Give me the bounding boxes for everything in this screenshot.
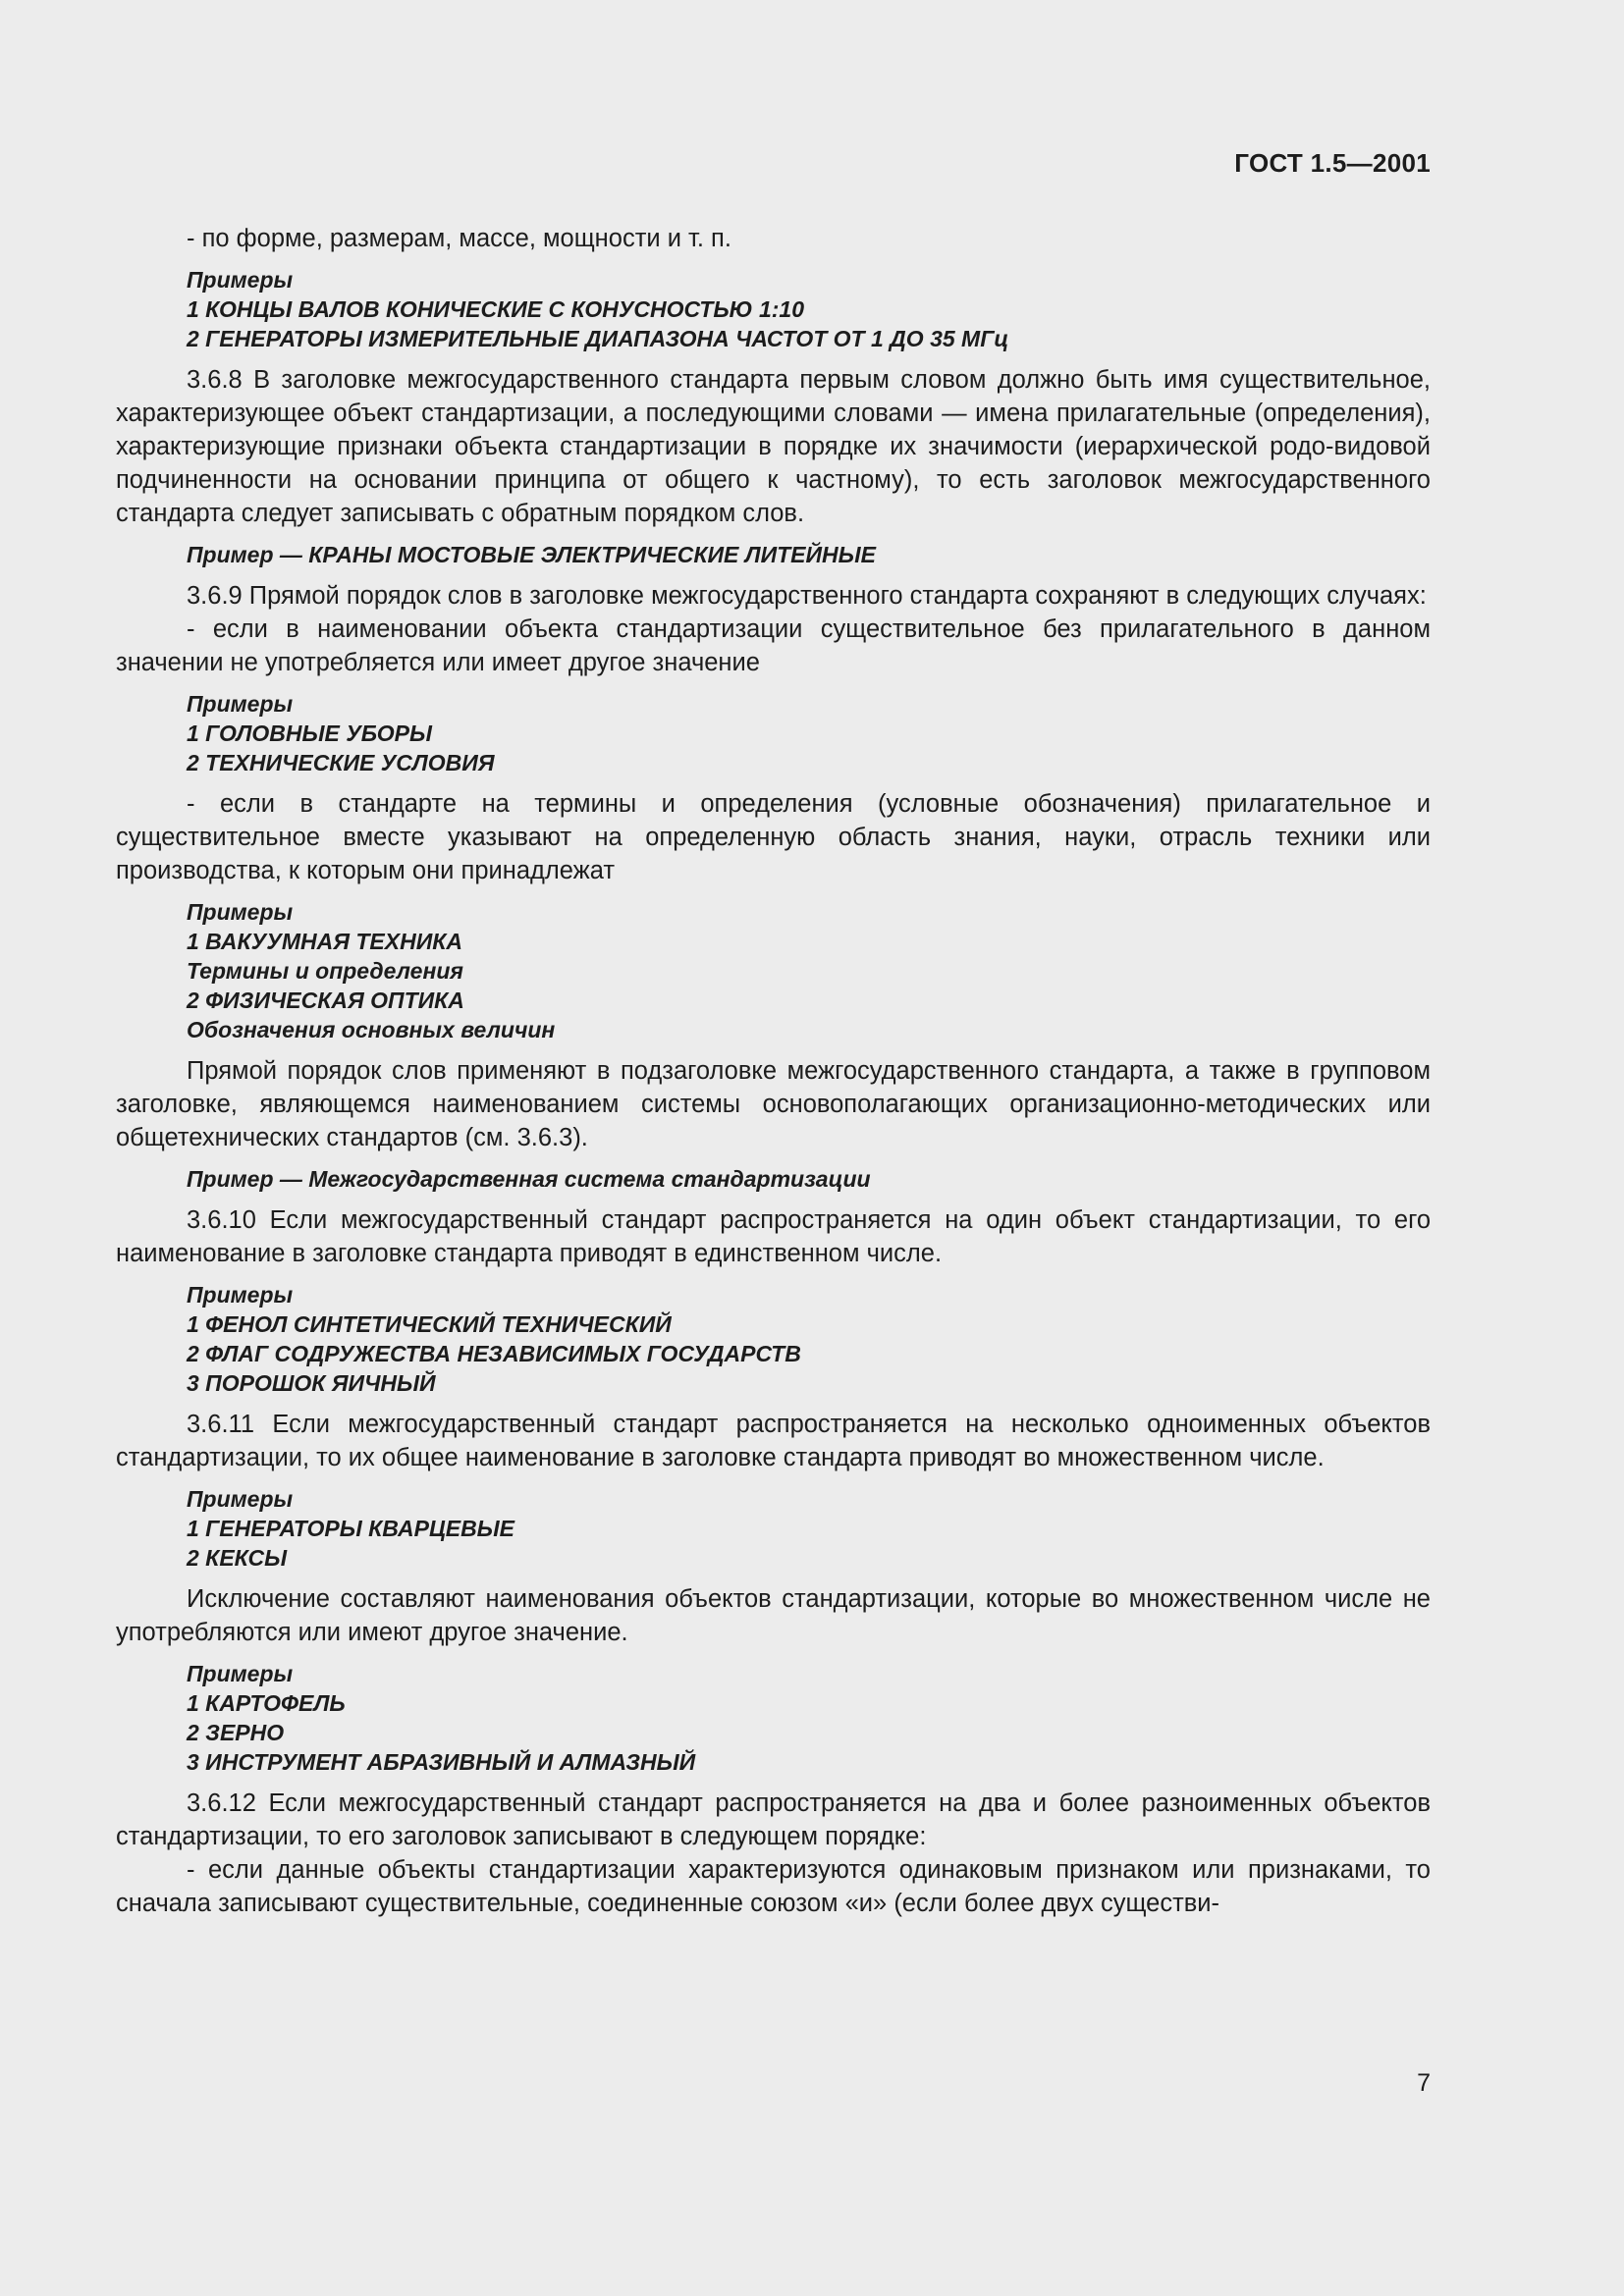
clause-3-6-9: 3.6.9 Прямой порядок слов в заголовке межгосударственного стандарта сохраняют в следующих случаях: <box>187 582 1427 610</box>
example-item: Пример — Межгосударственная система стандартизации <box>187 1166 871 1192</box>
document-page <box>116 0 1431 2296</box>
example-item: 1 ВАКУУМНАЯ ТЕХНИКА <box>187 929 462 954</box>
example-heading: Примеры <box>187 1661 294 1686</box>
example-item: 3 ПОРОШОК ЯИЧНЫЙ <box>187 1370 436 1396</box>
clause-3-6-11: 3.6.11 Если межгосударственный стандарт распространяется на несколько одноименных объектов стандартизации, то их общее наименование в заголовке стандарта приводят во множественном числе. <box>116 1411 1431 1471</box>
example-item: 1 ФЕНОЛ СИНТЕТИЧЕСКИЙ ТЕХНИЧЕСКИЙ <box>187 1311 672 1337</box>
document-code-header: ГОСТ 1.5—2001 <box>1234 148 1431 178</box>
example-block-7 <box>187 1484 1431 1573</box>
paragraph-direct-order: Прямой порядок слов применяют в подзаголовке межгосударственного стандарта, а также в групповом заголовке, являющемся наименованием системы основополагающих организационно-методических или общетехнических стандартов (см. 3.6.3). <box>116 1057 1431 1151</box>
clause-3-6-10: 3.6.10 Если межгосударственный стандарт распространяется на один объект стандартизации, то его наименование в заголовке стандарта приводят в единственном числе. <box>116 1206 1431 1267</box>
bullet-noun-meaning: - если в наименовании объекта стандартизации существительное без прилагательного в данном значении не употребляется или имеет другое значение <box>116 615 1431 676</box>
example-item: 2 ФИЗИЧЕСКАЯ ОПТИКА <box>187 988 464 1013</box>
example-item: 2 ГЕНЕРАТОРЫ ИЗМЕРИТЕЛЬНЫЕ ДИАПАЗОНА ЧАСТОТ ОТ 1 ДО 35 МГц <box>187 326 1009 351</box>
example-item: 2 ТЕХНИЧЕСКИЕ УСЛОВИЯ <box>187 750 495 775</box>
document-body <box>116 222 1431 1920</box>
bullet-form-size: - по форме, размерам, массе, мощности и т. п. <box>187 225 731 252</box>
example-block-3 <box>187 689 1431 777</box>
example-block-6 <box>187 1280 1431 1398</box>
clause-3-6-8: 3.6.8 В заголовке межгосударственного стандарта первым словом должно быть имя существительное, характеризующее объект стандартизации, а последующими словами — имена прилагательные (определения), характеризующие признаки объекта стандартизации в порядке их значимости (иерархической родо-видовой подчиненности на основании принципа от общего к частному), то есть заголовок межгосударственного стандарта следует записывать с обратным порядком слов. <box>116 366 1431 527</box>
example-block-2 <box>187 540 1431 569</box>
example-heading: Примеры <box>187 267 294 293</box>
example-item: 1 КОНЦЫ ВАЛОВ КОНИЧЕСКИЕ С КОНУСНОСТЬЮ 1:10 <box>187 296 804 322</box>
example-heading: Примеры <box>187 691 294 717</box>
example-item: 1 ГЕНЕРАТОРЫ КВАРЦЕВЫЕ <box>187 1516 515 1541</box>
clause-3-6-12: 3.6.12 Если межгосударственный стандарт распространяется на два и более разноименных объектов стандартизации, то его заголовок записывают в следующем порядке: <box>116 1789 1431 1850</box>
example-item: Пример — КРАНЫ МОСТОВЫЕ ЭЛЕКТРИЧЕСКИЕ ЛИТЕЙНЫЕ <box>187 542 877 567</box>
example-item: 3 ИНСТРУМЕНТ АБРАЗИВНЫЙ И АЛМАЗНЫЙ <box>187 1749 696 1775</box>
example-item: 1 КАРТОФЕЛЬ <box>187 1690 346 1716</box>
example-block-1 <box>187 265 1431 353</box>
example-item: 2 ЗЕРНО <box>187 1720 285 1745</box>
example-heading: Примеры <box>187 1282 294 1308</box>
example-block-8 <box>187 1659 1431 1777</box>
bullet-terms-definitions: - если в стандарте на термины и определения (условные обозначения) прилагательное и существительное вместе указывают на определенную область знания, науки, отрасль техники или производства, к которым они принадлежат <box>116 790 1431 884</box>
example-heading: Примеры <box>187 1486 294 1512</box>
example-heading: Примеры <box>187 899 294 925</box>
example-item: 2 ФЛАГ СОДРУЖЕСТВА НЕЗАВИСИМЫХ ГОСУДАРСТВ <box>187 1341 801 1366</box>
example-item: 1 ГОЛОВНЫЕ УБОРЫ <box>187 721 433 746</box>
example-item: Обозначения основных величин <box>187 1017 556 1042</box>
example-block-4 <box>187 897 1431 1044</box>
page-number: 7 <box>1417 2069 1431 2097</box>
example-item: 2 КЕКСЫ <box>187 1545 288 1571</box>
paragraph-exception: Исключение составляют наименования объектов стандартизации, которые во множественном числе не употребляются или имеют другое значение. <box>116 1585 1431 1646</box>
example-item: Термины и определения <box>187 958 463 984</box>
bullet-same-attribute: - если данные объекты стандартизации характеризуются одинаковым признаком или признаками, то сначала записывают существительные, соединенные союзом «и» (если более двух существи- <box>116 1856 1431 1917</box>
example-block-5 <box>187 1164 1431 1194</box>
